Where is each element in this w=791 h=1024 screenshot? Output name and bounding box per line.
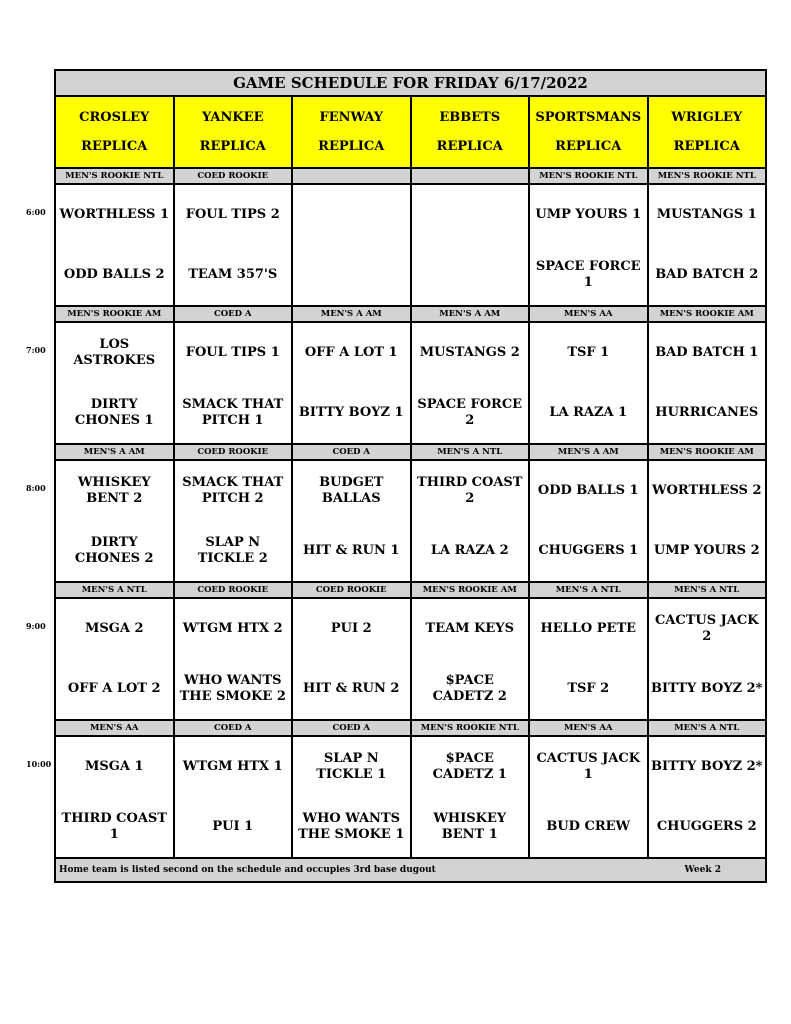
away-team: ODD BALLS 1 [537, 483, 639, 499]
division-label: COED A [293, 721, 412, 735]
away-team: BITTY BOYZ 2* [651, 759, 763, 775]
game-cell [56, 599, 175, 719]
home-team: CHUGGERS 2 [656, 819, 757, 835]
division-label: MEN'S AA [56, 721, 175, 735]
away-team: MUSTANGS 1 [656, 207, 757, 223]
division-label: MEN'S A AM [56, 445, 175, 459]
time-slot-block [56, 445, 765, 583]
venue-sub: REPLICA [436, 138, 503, 154]
home-team: SPACE FORCE 1 [535, 259, 641, 290]
page-title: GAME SCHEDULE FOR FRIDAY 6/17/2022 [56, 71, 765, 97]
home-team: ODD BALLS 2 [63, 267, 165, 283]
game-cell [649, 323, 766, 443]
division-label: MEN'S ROOKIE AM [56, 307, 175, 321]
home-team: SMACK THAT PITCH 1 [182, 397, 284, 428]
time-slot-block [56, 307, 765, 445]
schedule-grid [56, 169, 765, 859]
game-cell [412, 737, 531, 857]
game-cell [530, 737, 649, 857]
game-row [56, 737, 765, 859]
game-cell [293, 461, 412, 581]
division-label: MEN'S ROOKIE AM [412, 583, 531, 597]
venue-name: YANKEE [201, 110, 264, 126]
game-cell [175, 737, 294, 857]
game-cell [412, 461, 531, 581]
game-cell [175, 461, 294, 581]
division-label: COED ROOKIE [293, 583, 412, 597]
division-label: MEN'S A NTL [56, 583, 175, 597]
game-cell [649, 185, 766, 305]
venue-header [412, 97, 531, 167]
away-team: MSGA 2 [84, 621, 144, 637]
home-team: BITTY BOYZ 1 [298, 405, 404, 421]
home-team: SPACE FORCE 2 [417, 397, 523, 428]
division-label: MEN'S ROOKIE NTL [412, 721, 531, 735]
division-label: COED A [293, 445, 412, 459]
home-team: WHISKEY BENT 1 [433, 811, 507, 842]
division-label: MEN'S A NTL [649, 721, 766, 735]
away-team: MUSTANGS 2 [419, 345, 520, 361]
away-team: WTGM HTX 2 [182, 621, 283, 637]
venue-sub: REPLICA [81, 138, 148, 154]
away-team: WHISKEY BENT 2 [77, 475, 151, 506]
away-team: CACTUS JACK 2 [654, 613, 759, 644]
division-label: MEN'S A NTL [649, 583, 766, 597]
week-label: Week 2 [684, 865, 721, 875]
venue-header-row [56, 97, 765, 169]
time-slot-block [56, 721, 765, 859]
game-cell [530, 461, 649, 581]
game-cell [412, 599, 531, 719]
venue-name: SPORTSMANS [535, 110, 642, 126]
division-label: MEN'S ROOKIE NTL [649, 169, 766, 183]
venue-name: EBBETS [439, 110, 501, 126]
game-cell [175, 185, 294, 305]
away-team: LOS ASTROKES [73, 337, 156, 368]
venue-header [175, 97, 294, 167]
home-team: LA RAZA 2 [430, 543, 509, 559]
division-label: MEN'S ROOKIE NTL [56, 169, 175, 183]
home-team [412, 245, 529, 305]
away-team [412, 185, 529, 245]
division-label: MEN'S A AM [412, 307, 531, 321]
away-team: WORTHLESS 2 [651, 483, 762, 499]
away-team: SLAP N TICKLE 1 [316, 751, 387, 782]
home-team: WHO WANTS THE SMOKE 2 [179, 673, 286, 704]
venue-sub: REPLICA [318, 138, 385, 154]
home-team: BAD BATCH 2 [655, 267, 759, 283]
home-team: BITTY BOYZ 2* [651, 681, 763, 697]
division-row [56, 169, 765, 185]
away-team: CACTUS JACK 1 [536, 751, 641, 782]
home-team: UMP YOURS 2 [653, 543, 760, 559]
division-label: MEN'S ROOKIE AM [649, 307, 766, 321]
home-team: TEAM 357'S [188, 267, 278, 283]
division-row [56, 445, 765, 461]
game-cell [649, 737, 766, 857]
division-row [56, 583, 765, 599]
game-cell [649, 599, 766, 719]
game-row [56, 185, 765, 307]
game-cell [56, 461, 175, 581]
home-team: THIRD COAST 1 [61, 811, 167, 842]
home-team: DIRTY CHONES 2 [74, 535, 154, 566]
away-team: FOUL TIPS 2 [185, 207, 280, 223]
slot-time: 8:00 [26, 483, 46, 493]
game-cell [530, 185, 649, 305]
division-label [412, 169, 531, 183]
footer-bar [56, 859, 765, 881]
division-label: MEN'S A AM [293, 307, 412, 321]
game-cell [293, 323, 412, 443]
away-team: SMACK THAT PITCH 2 [182, 475, 284, 506]
away-team: OFF A LOT 1 [304, 345, 398, 361]
game-cell [412, 323, 531, 443]
away-team: BUDGET BALLAS [319, 475, 384, 506]
away-team: $PACE CADETZ 1 [432, 751, 507, 782]
game-row [56, 323, 765, 445]
division-label: MEN'S AA [530, 307, 649, 321]
game-cell [412, 185, 531, 305]
time-slot-block [56, 583, 765, 721]
division-label: MEN'S A NTL [530, 583, 649, 597]
away-team: TSF 1 [567, 345, 610, 361]
division-row [56, 307, 765, 323]
division-label: COED A [175, 721, 294, 735]
away-team: PUI 2 [330, 621, 372, 637]
game-cell [175, 323, 294, 443]
slot-time: 6:00 [26, 207, 46, 217]
venue-header [649, 97, 766, 167]
venue-sub: REPLICA [673, 138, 740, 154]
home-team: $PACE CADETZ 2 [432, 673, 507, 704]
home-team [293, 245, 410, 305]
home-team: LA RAZA 1 [549, 405, 628, 421]
game-cell [56, 323, 175, 443]
division-label: MEN'S ROOKIE NTL [530, 169, 649, 183]
away-team: FOUL TIPS 1 [185, 345, 280, 361]
away-team: BAD BATCH 1 [655, 345, 759, 361]
division-label: COED ROOKIE [175, 169, 294, 183]
division-label: COED A [175, 307, 294, 321]
division-label: MEN'S A AM [530, 445, 649, 459]
home-team: TSF 2 [567, 681, 610, 697]
game-row [56, 461, 765, 583]
footer-note: Home team is listed second on the schedule and occupies 3rd base dugout [59, 865, 436, 875]
game-cell [649, 461, 766, 581]
game-cell [530, 599, 649, 719]
venue-name: CROSLEY [79, 110, 150, 126]
division-label: COED ROOKIE [175, 445, 294, 459]
division-label: MEN'S A NTL [412, 445, 531, 459]
venue-header [56, 97, 175, 167]
home-team: SLAP N TICKLE 2 [197, 535, 268, 566]
away-team: WORTHLESS 1 [59, 207, 170, 223]
venue-name: WRIGLEY [671, 110, 743, 126]
home-team: CHUGGERS 1 [538, 543, 639, 559]
game-cell [175, 599, 294, 719]
slot-time: 10:00 [26, 759, 52, 769]
home-team: OFF A LOT 2 [67, 681, 161, 697]
home-team: BUD CREW [546, 819, 631, 835]
home-team: HURRICANES [655, 405, 759, 421]
division-label: MEN'S ROOKIE AM [649, 445, 766, 459]
venue-sub: REPLICA [555, 138, 622, 154]
slot-time: 7:00 [26, 345, 46, 355]
time-slot-block [56, 169, 765, 307]
venue-header [293, 97, 412, 167]
schedule-sheet [54, 69, 767, 883]
venue-sub: REPLICA [199, 138, 266, 154]
division-row [56, 721, 765, 737]
game-cell [293, 599, 412, 719]
away-team: HELLO PETE [540, 621, 637, 637]
division-label [293, 169, 412, 183]
game-cell [530, 323, 649, 443]
game-cell [56, 185, 175, 305]
away-team: THIRD COAST 2 [417, 475, 523, 506]
away-team: WTGM HTX 1 [182, 759, 283, 775]
away-team [293, 185, 410, 245]
venue-name: FENWAY [319, 110, 383, 126]
home-team: PUI 1 [212, 819, 254, 835]
venue-header [530, 97, 649, 167]
home-team: HIT & RUN 2 [303, 681, 400, 697]
away-team: UMP YOURS 1 [535, 207, 642, 223]
home-team: HIT & RUN 1 [303, 543, 400, 559]
away-team: MSGA 1 [84, 759, 144, 775]
game-row [56, 599, 765, 721]
game-cell [293, 185, 412, 305]
slot-time: 9:00 [26, 621, 46, 631]
home-team: DIRTY CHONES 1 [74, 397, 154, 428]
game-cell [56, 737, 175, 857]
division-label: MEN'S AA [530, 721, 649, 735]
away-team: TEAM KEYS [425, 621, 514, 637]
game-cell [293, 737, 412, 857]
home-team: WHO WANTS THE SMOKE 1 [298, 811, 405, 842]
division-label: COED ROOKIE [175, 583, 294, 597]
